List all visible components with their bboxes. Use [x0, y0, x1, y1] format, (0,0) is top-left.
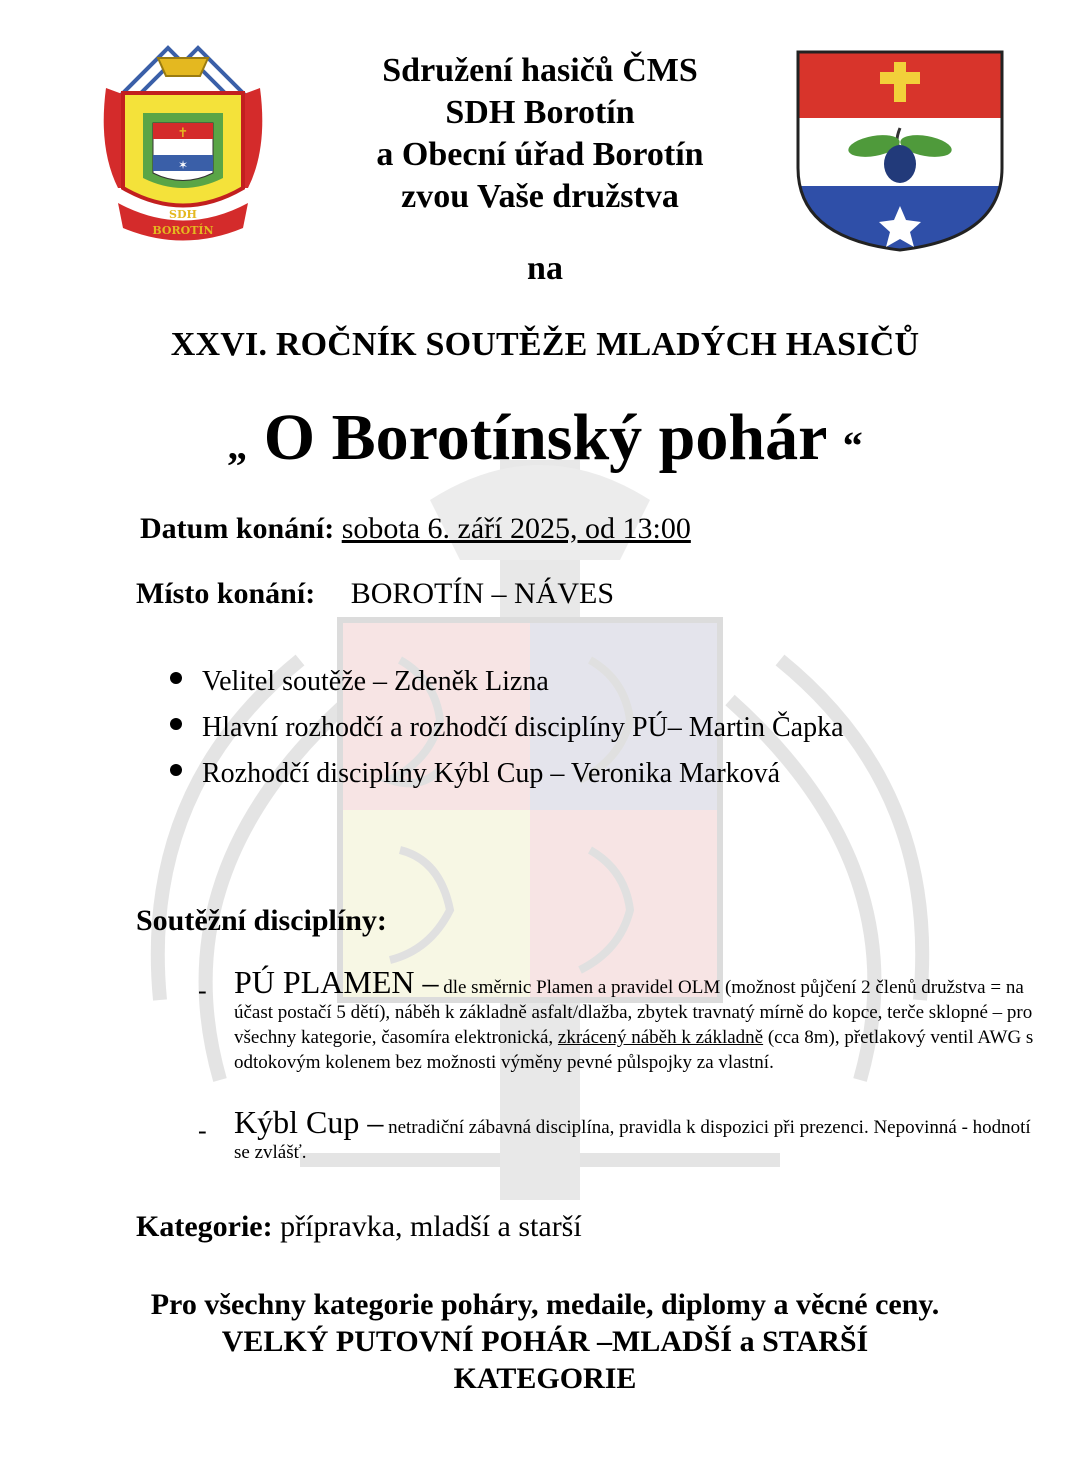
header-organizers [290, 50, 790, 218]
open-quote: „ [227, 423, 248, 468]
sdh-logo-top-text: SDH [169, 208, 197, 221]
date-label: Datum konání: [140, 512, 335, 545]
list-item: Velitel soutěže – Zdeněk Lizna [170, 662, 844, 708]
footer-line-1: Pro všechny kategorie poháry, medaile, diplomy a věcné ceny. [150, 1288, 940, 1321]
place-value: BOROTÍN – NÁVES [350, 577, 615, 610]
disciplines-heading: Soutěžní disciplíny: [136, 904, 387, 937]
discipline-kybl [198, 1104, 1038, 1165]
footer-line-2: VELKÝ PUTOVNÍ POHÁR –MLADŠÍ a STARŠÍ [221, 1325, 869, 1358]
event-year-line: XXVI. ROČNÍK SOUTĚŽE MLADÝCH HASIČŮ [170, 326, 920, 363]
discipline-pu-text-b: (cca 8m), přetlakový ventil AWG s odtokovým kolenem bez možnosti výměny pevné půlspojky za vlastní. [234, 1027, 1034, 1073]
discipline-kybl-text: netradiční zábavná disciplína, pravidla k dispozici při prezenci. Nepovinná - hodnotí se zvlášť. [234, 1117, 1031, 1163]
list-item: Rozhodčí disciplíny Kýbl Cup – Veronika Marková [170, 754, 844, 800]
list-item: Hlavní rozhodčí a rozhodčí disciplíny PÚ– Martin Čapka [170, 708, 844, 754]
footer-line-3: KATEGORIE [453, 1362, 637, 1395]
officials-list [170, 662, 844, 800]
date-row [140, 512, 691, 546]
discipline-pu-text-underlined: zkrácený náběh k základně [557, 1027, 764, 1048]
header-line-3: a Obecní úřad Borotín [376, 136, 704, 173]
sdh-borotin-logo [98, 38, 268, 248]
header-line-4: zvou Vaše družstva [401, 178, 679, 215]
header-line-2: SDH Borotín [445, 94, 635, 131]
categories-label: Kategorie: [136, 1210, 273, 1243]
close-quote: “ [842, 423, 863, 468]
cup-title [0, 400, 1090, 476]
connector-text: na [527, 250, 563, 287]
bullet-icon [170, 764, 182, 776]
discipline-pu-text-a: dle směrnic Plamen a pravidel OLM (možnost půjčení 2 členů družstva = na účast postačí 5 dětí), náběh k základně asfalt/dlažba, zbytek travnatý mírně do kopce, terče sklopné – pro všechny kategorie, časomíra elektronická, [234, 977, 1033, 1048]
borotin-coat-of-arms [794, 48, 1006, 254]
bullet-icon [170, 718, 182, 730]
bullet-icon [170, 672, 182, 684]
cup-name: O Borotínský pohár [263, 401, 827, 474]
categories-value: přípravka, mladší a starší [280, 1210, 582, 1243]
svg-text:✶: ✶ [177, 158, 189, 172]
discipline-pu [198, 964, 1038, 1075]
place-row [136, 577, 614, 611]
discipline-kybl-title: Kýbl Cup – [234, 1104, 384, 1140]
header-line-1: Sdružení hasičů ČMS [382, 52, 698, 89]
dash-bullet: - [198, 1116, 207, 1145]
categories-row [136, 1210, 582, 1244]
sdh-logo-bottom-text: BOROTÍN [152, 224, 214, 237]
svg-text:✝: ✝ [177, 126, 189, 141]
discipline-pu-title: PÚ PLAMEN – [234, 964, 439, 1000]
date-value: sobota 6. září 2025, od 13:00 [341, 512, 691, 545]
place-label: Místo konání: [136, 577, 316, 610]
dash-bullet: - [198, 976, 207, 1005]
